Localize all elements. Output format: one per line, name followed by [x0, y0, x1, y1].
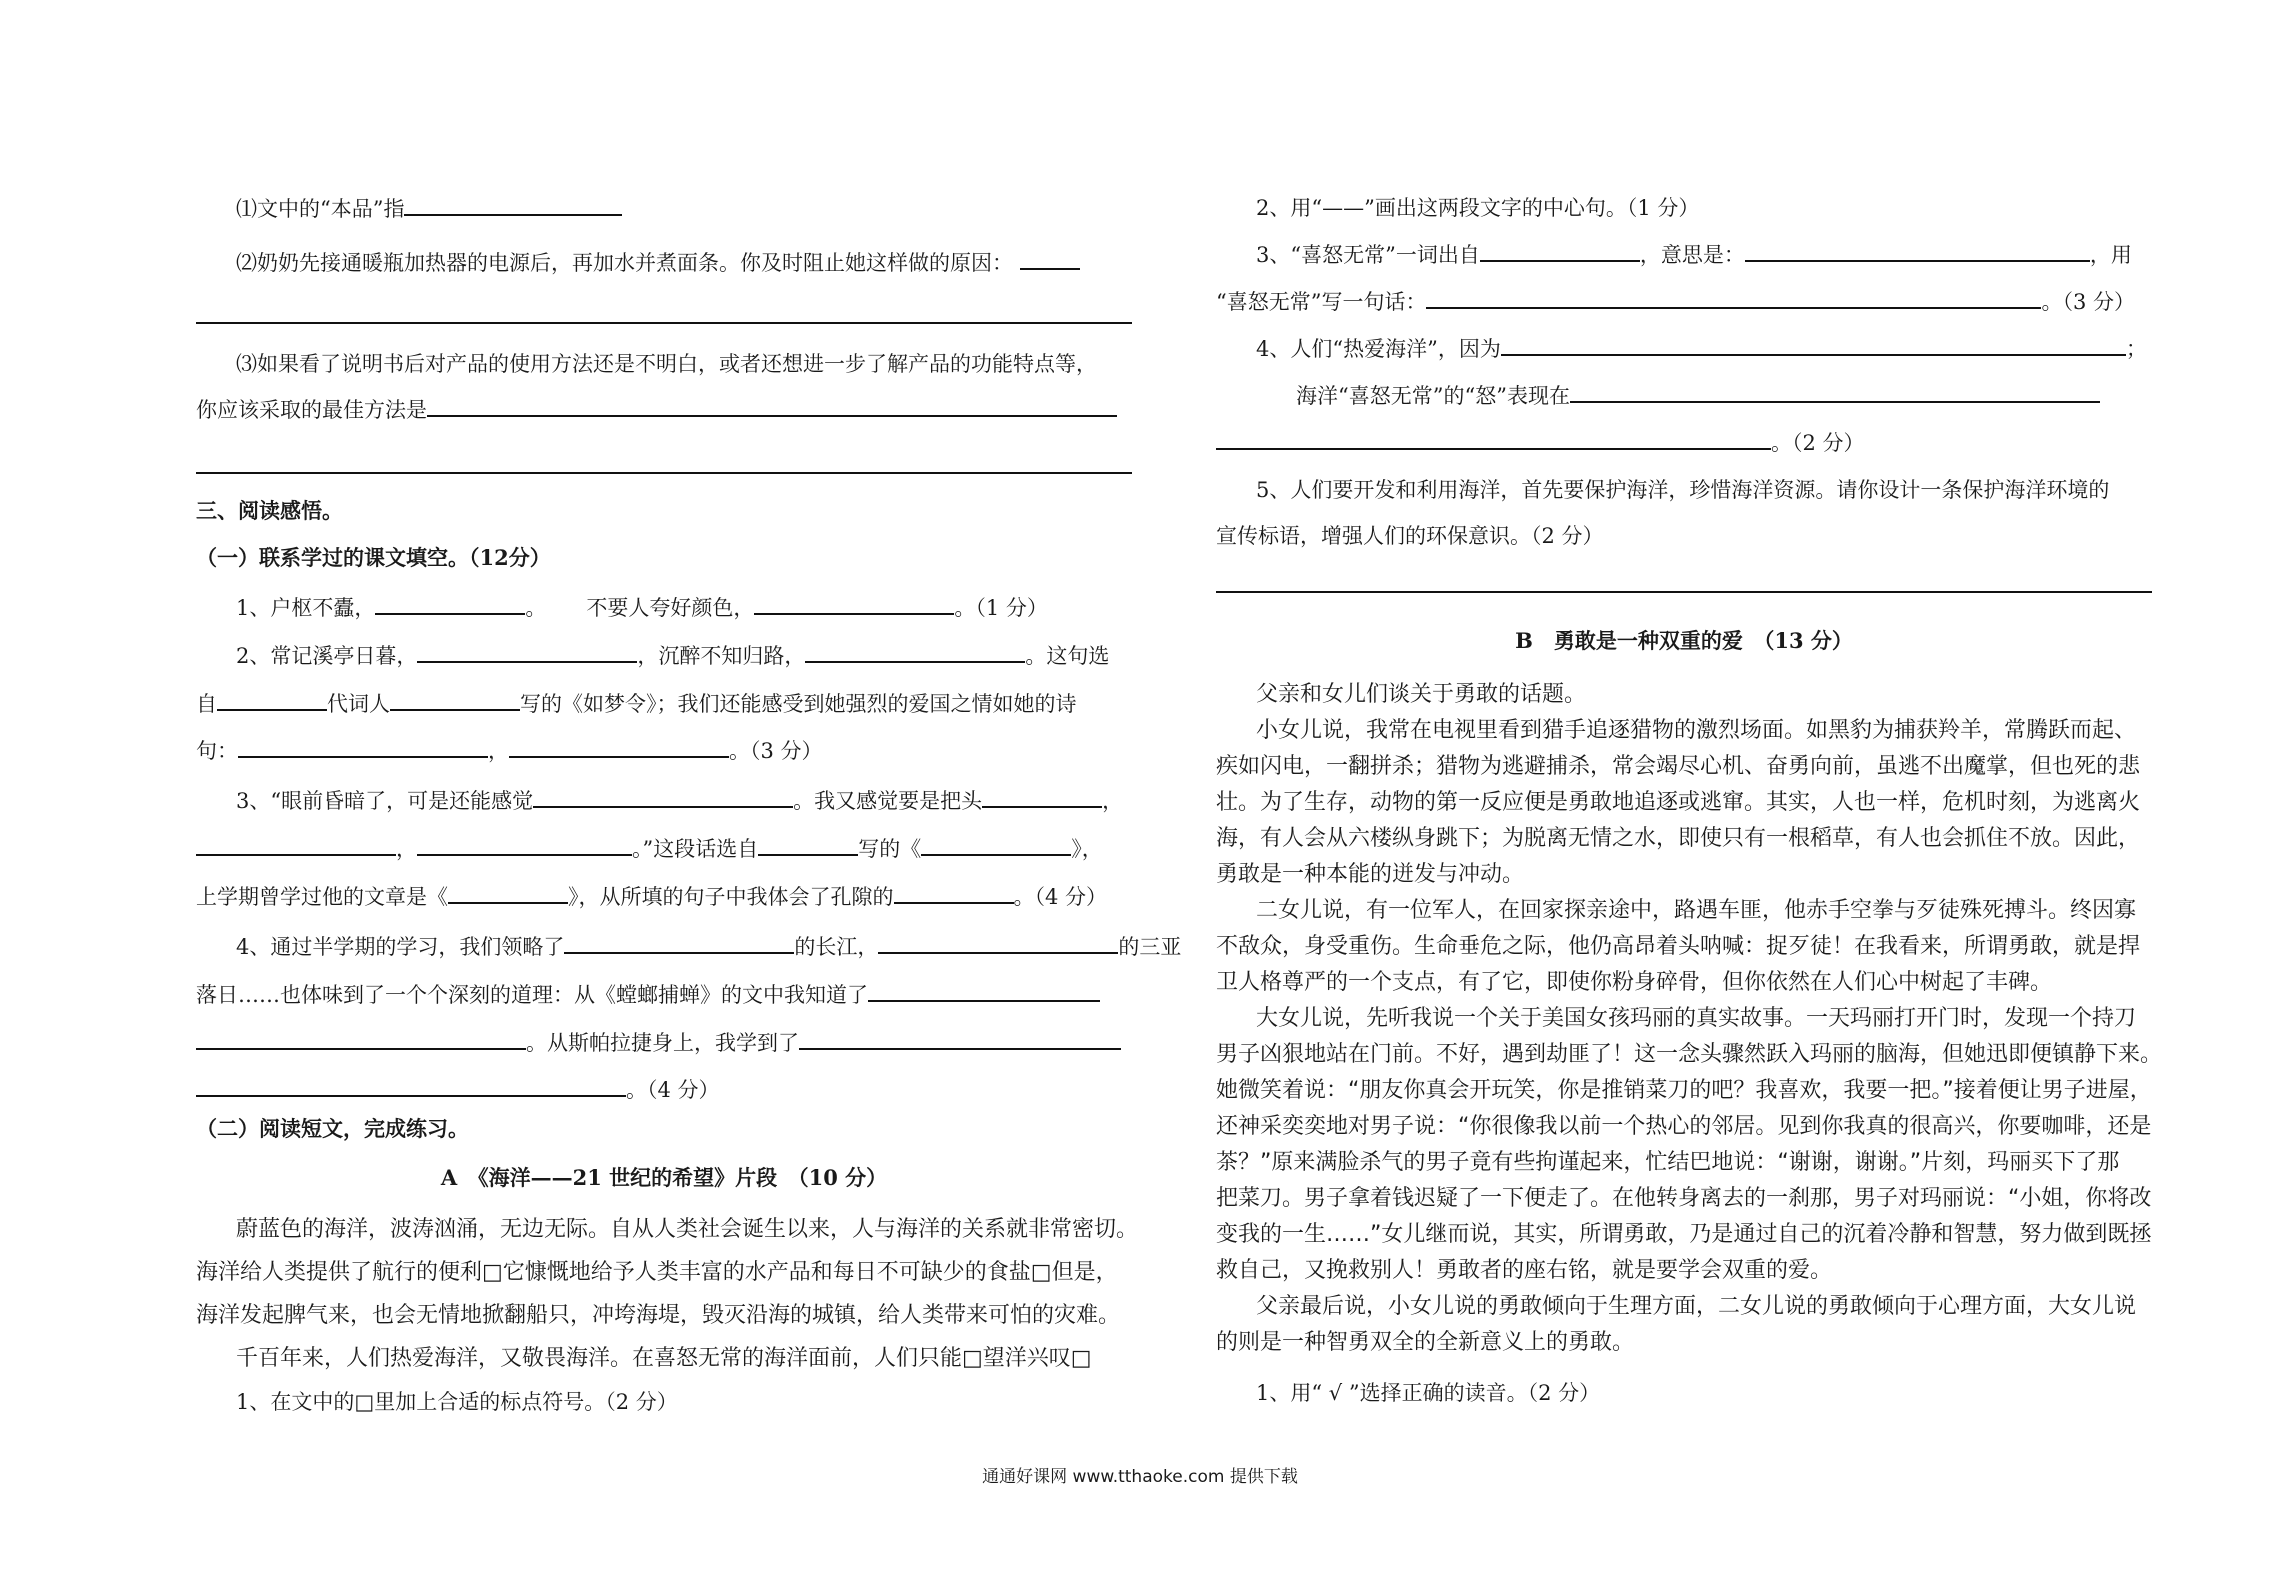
- fill-text: 。（1 分）: [954, 596, 1048, 620]
- question-text: 你应该采取的最佳方法是: [196, 398, 427, 422]
- passage-b-line: 救自己，又挽救别人！勇敢者的座右铭，就是要学会双重的爱。: [1216, 1258, 1833, 1283]
- passage-b-line: 还神采奕奕地对男子说：“你很像我以前一个热心的邻居。见到你我真的很高兴，你要咖啡，还是: [1216, 1114, 2152, 1139]
- answer-blank[interactable]: [404, 194, 622, 216]
- answer-blank[interactable]: [894, 882, 1014, 904]
- passage-b-line: 小女儿说，我常在电视里看到猎手追逐猎物的激烈场面。如黑豹为捕获羚羊，常腾跃而起、: [1256, 718, 2137, 743]
- question-ocean-anger: [1296, 381, 2100, 411]
- fill-text: 句：: [196, 739, 238, 763]
- answer-blank[interactable]: [799, 1028, 1121, 1050]
- answer-blank[interactable]: [196, 834, 396, 856]
- passage-b-line: 壮。为了生存，动物的第一反应便是勇敢地追逐或逃窜。其实，人也一样，危机时刻，为逃离火: [1216, 790, 2141, 815]
- fill-text: 3、“喜怒无常”一词出自: [1256, 243, 1480, 267]
- answer-blank[interactable]: [982, 786, 1102, 808]
- fill-text: 。（4 分）: [626, 1078, 720, 1102]
- answer-blank[interactable]: [417, 834, 632, 856]
- fill-blank-4-end: [196, 1075, 720, 1105]
- fill-text: ，: [396, 837, 417, 861]
- question-heater-reason: [196, 248, 1080, 278]
- passage-b-line: 茶？”原来满脸杀气的男子竟有些拘谨起来，忙结巴地说：“谢谢，谢谢。”片刻，玛丽买下了那: [1216, 1150, 2120, 1175]
- fill-text: 。我又感觉要是把头: [793, 789, 983, 813]
- answer-blank[interactable]: [1570, 381, 2100, 403]
- passage-b-line: 男子凶狠地站在门前。不好，遇到劫匪了！这一念头骤然跃入玛丽的脑海，但她迅即便镇静下来。: [1216, 1042, 2163, 1067]
- fill-blank-4: [196, 932, 1181, 962]
- question-product-reference: [196, 194, 622, 224]
- answer-blank[interactable]: [868, 980, 1100, 1002]
- passage-b-line: 不敌众，身受重伤。生命垂危之际，他仍高昂着头呐喊：捉歹徒！在我看来，所谓勇敢，就是捍: [1216, 934, 2141, 959]
- subsection-heading: （一）联系学过的课文填空。（12分）: [196, 545, 551, 570]
- fill-text: ；: [2125, 337, 2147, 361]
- question-love-ocean: [1216, 334, 2147, 364]
- answer-blank[interactable]: [1501, 334, 2126, 356]
- passage-a-line: 海洋发起脾气来，也会无情地掀翻船只，冲垮海堤，毁灭沿海的城镇，给人类带来可怕的灾难。: [196, 1303, 1121, 1328]
- question-center-sentence: 2、用“——”画出这两段文字的中心句。（1 分）: [1256, 196, 1700, 220]
- fill-blank-3-cont: [196, 834, 1103, 864]
- question-slogan: 5、人们要开发和利用海洋，首先要保护海洋，珍惜海洋资源。请你设计一条保护海洋环境的: [1256, 478, 2110, 502]
- answer-blank[interactable]: [533, 786, 793, 808]
- answer-blank[interactable]: [564, 932, 794, 954]
- fill-text: 。这句选: [1025, 644, 1110, 668]
- fill-text: ，: [488, 739, 509, 763]
- passage-b-line: 疾如闪电，一翻拼杀；猎物为逃避捕杀，常会竭尽心机、奋勇向前，虽逃不出魔掌，但也死的悲: [1216, 754, 2141, 779]
- answer-blank[interactable]: [878, 932, 1118, 954]
- fill-text: 落日……也体味到了一个个深刻的道理：从《螳螂捕蝉》的文中我知道了: [196, 983, 868, 1007]
- section-heading: 三、阅读感悟。: [196, 498, 343, 523]
- fill-text: 4、人们“热爱海洋”，因为: [1256, 337, 1501, 361]
- passage-b-title: B 勇敢是一种双重的爱 （13 分）: [1515, 628, 1853, 653]
- answer-blank[interactable]: [448, 882, 568, 904]
- answer-blank[interactable]: [217, 689, 327, 711]
- fill-text: 。（3 分）: [2041, 290, 2136, 314]
- question-idiom-sentence: [1216, 287, 2135, 317]
- fill-text: 。（2 分）: [1771, 431, 1865, 455]
- passage-b-line: 变我的一生……”女儿继而说，其实，所谓勇敢，乃是通过自己的沉着冷静和智慧，努力做到既拯: [1216, 1222, 2152, 1247]
- answer-blank[interactable]: [196, 1028, 526, 1050]
- passage-b-line: 父亲和女儿们谈关于勇敢的话题。: [1256, 682, 1587, 707]
- question-pronunciation: 1、用“ √ ”选择正确的读音。（2 分）: [1256, 1381, 1601, 1405]
- question-text: ⑴文中的“本品”指: [236, 197, 405, 221]
- fill-blank-1: [196, 593, 1048, 623]
- passage-a-title: A 《海洋——21 世纪的希望》片段 （10 分）: [440, 1165, 888, 1190]
- answer-blank[interactable]: [417, 641, 637, 663]
- passage-b-line: 她微笑着说：“朋友你真会开玩笑，你是推销菜刀的吧？我喜欢，我要一把。”接着便让男子进屋，: [1216, 1078, 2152, 1103]
- passage-b-line: 把菜刀。男子拿着钱迟疑了一下便走了。在他转身离去的一刹那，男子对玛丽说：“小姐，你将改: [1216, 1186, 2152, 1211]
- passage-a-line: 蔚蓝色的海洋，波涛汹涌，无边无际。自从人类社会诞生以来，人与海洋的关系就非常密切。: [236, 1217, 1139, 1242]
- answer-blank[interactable]: [758, 834, 858, 856]
- fill-text: 1、户枢不蠹，: [236, 596, 376, 620]
- passage-b-line: 勇敢是一种本能的迸发与冲动。: [1216, 862, 1525, 887]
- fill-text: 自: [196, 692, 217, 716]
- fill-text: 3、“眼前昏暗了，可是还能感觉: [236, 789, 534, 813]
- fill-text: ，: [1102, 789, 1124, 813]
- fill-blank-4-cont: [196, 980, 1100, 1010]
- subsection-heading: （二）阅读短文，完成练习。: [196, 1116, 469, 1141]
- fill-text: “喜怒无常”写一句话：: [1216, 290, 1427, 314]
- passage-b-line: 父亲最后说，小女儿说的勇敢倾向于生理方面，二女儿说的勇敢倾向于心理方面，大女儿说: [1256, 1294, 2137, 1319]
- answer-blank[interactable]: [1426, 287, 2041, 309]
- answer-blank[interactable]: [1480, 240, 1640, 262]
- fill-text: 。从斯帕拉捷身上，我学到了: [526, 1031, 799, 1055]
- fill-text: ，沉醉不知归路，: [637, 644, 806, 668]
- fill-blank-2-cont: [196, 689, 1077, 719]
- fill-text: 的三亚: [1118, 935, 1182, 959]
- answer-blank[interactable]: [754, 593, 954, 615]
- fill-text: 2、常记溪亭日暮，: [236, 644, 418, 668]
- fill-text: 不要人夸好颜色，: [586, 596, 755, 620]
- fill-text: 4、通过半学期的学习，我们领略了: [236, 935, 565, 959]
- fill-text: 写的《如梦令》；我们还能感受到她强烈的爱国之情如她的诗: [520, 692, 1077, 716]
- answer-blank[interactable]: [375, 593, 525, 615]
- answer-blank[interactable]: [196, 1075, 626, 1097]
- fill-text: 上学期曾学过他的文章是《: [196, 885, 448, 909]
- answer-blank[interactable]: [390, 689, 520, 711]
- question-slogan-cont: 宣传标语，增强人们的环保意识。（2 分）: [1216, 524, 1604, 548]
- fill-text: 。”这段话选自: [632, 837, 759, 861]
- answer-blank[interactable]: [1745, 240, 2090, 262]
- fill-text: 》，: [1071, 837, 1103, 861]
- passage-a-line: 千百年来，人们热爱海洋，又敬畏海洋。在喜怒无常的海洋面前，人们只能□望洋兴叹□: [236, 1346, 1092, 1371]
- fill-text: 海洋“喜怒无常”的“怒”表现在: [1296, 384, 1570, 408]
- fill-text: 。（4 分）: [1013, 885, 1108, 909]
- answer-blank[interactable]: [805, 641, 1025, 663]
- fill-blank-2: [196, 641, 1109, 671]
- fill-blank-4-learn: [196, 1028, 1121, 1058]
- passage-b-line: 二女儿说，有一位军人，在回家探亲途中，路遇车匪，他赤手空拳与歹徒殊死搏斗。终因寡: [1256, 898, 2137, 923]
- passage-b-line: 卫人格尊严的一个支点，有了它，即使你粉身碎骨，但你依然在人们心中树起了丰碑。: [1216, 970, 2053, 995]
- fill-text: 。（3 分）: [729, 739, 823, 763]
- passage-b-line: 海，有人会从六楼纵身跳下；为脱离无情之水，即使只有一根稻草，有人也会抓住不放。因此，: [1216, 826, 2141, 851]
- fill-text: 。: [525, 596, 547, 620]
- question-punctuation: 1、在文中的□里加上合适的标点符号。（2 分）: [236, 1390, 678, 1414]
- fill-text: ，意思是：: [1639, 243, 1745, 267]
- answer-blank[interactable]: [1020, 248, 1080, 270]
- fill-text: 写的《: [858, 837, 922, 861]
- question-best-method: ⑶如果看了说明书后对产品的使用方法还是不明白，或者还想进一步了解产品的功能特点等，: [236, 352, 1097, 376]
- answer-blank[interactable]: [1216, 428, 1771, 450]
- passage-a-line: 海洋给人类提供了航行的便利□它慷慨地给予人类丰富的水产品和每日不可缺少的食盐□但是，: [196, 1260, 1118, 1285]
- fill-text: ，用: [2089, 243, 2132, 267]
- page-footer: 通通好课网 www.tthaoke.com 提供下载: [982, 1467, 1298, 1487]
- fill-text: 的长江，: [794, 935, 879, 959]
- fill-blank-2-poem: [196, 736, 823, 766]
- question-idiom-source: [1216, 240, 2132, 270]
- passage-b-line: 的则是一种智勇双全的全新意义上的勇敢。: [1216, 1330, 1635, 1355]
- answer-blank[interactable]: [509, 736, 729, 758]
- question-ocean-anger-cont: [1216, 428, 1865, 458]
- answer-blank[interactable]: [427, 395, 1117, 417]
- fill-blank-3: [196, 786, 1123, 816]
- answer-blank[interactable]: [238, 736, 488, 758]
- answer-line[interactable]: [196, 322, 1132, 324]
- question-text: ⑵奶奶先接通暖瓶加热器的电源后，再加水并煮面条。你及时阻止她这样做的原因：: [236, 251, 1013, 275]
- answer-blank[interactable]: [921, 834, 1071, 856]
- answer-line[interactable]: [196, 472, 1132, 474]
- fill-text: 代词人: [327, 692, 390, 716]
- fill-blank-3-article: [196, 882, 1107, 912]
- fill-text: 》，从所填的句子中我体会了孔隙的: [568, 885, 894, 909]
- passage-b-line: 大女儿说，先听我说一个关于美国女孩玛丽的真实故事。一天玛丽打开门时，发现一个持刀: [1256, 1006, 2137, 1031]
- answer-line[interactable]: [1216, 591, 2152, 593]
- question-best-method-cont: [196, 395, 1117, 425]
